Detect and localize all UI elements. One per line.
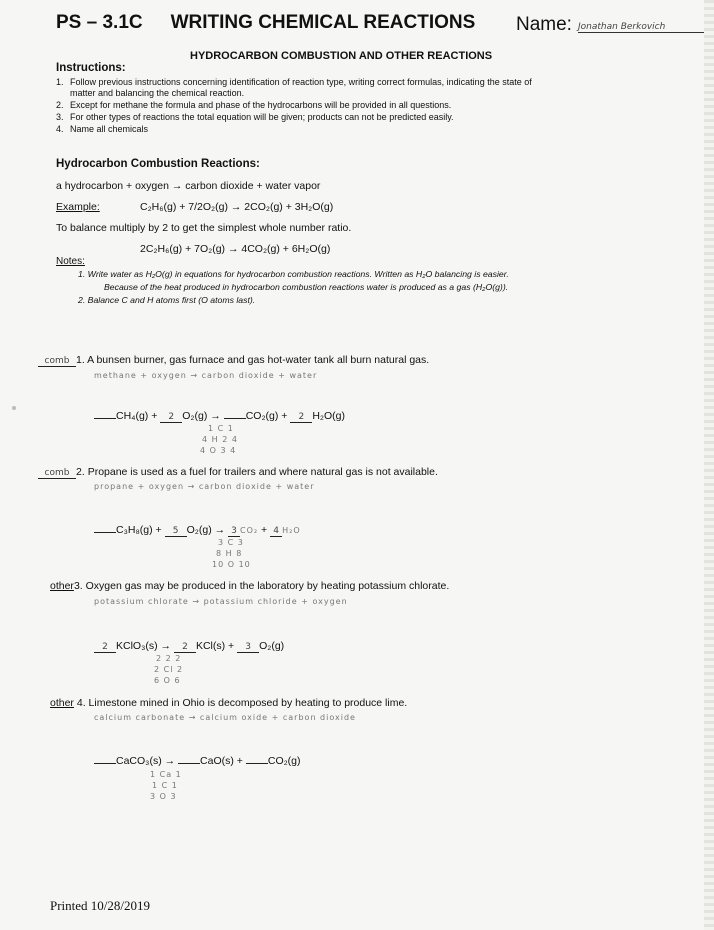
chemical-names-answer: calcium carbonate → calcium oxide + carbon dioxide bbox=[94, 713, 356, 722]
question-4: other 4. Limestone mined in Ohio is decomposed by heating to produce lime. bbox=[50, 697, 408, 709]
instruction-item: 1. Follow previous instructions concerning identification of reaction type, writing correct formulas, indicating the state of bbox=[56, 77, 532, 87]
reaction-type-answer[interactable]: comb bbox=[38, 468, 76, 479]
notes-label: Notes: bbox=[56, 256, 85, 267]
coefficient-input[interactable] bbox=[94, 418, 116, 419]
subtitle: HYDROCARBON COMBUSTION AND OTHER REACTIONS bbox=[190, 50, 493, 62]
chemical-names-answer: propane + oxygen → carbon dioxide + water bbox=[94, 482, 315, 491]
coefficient-input[interactable]: 3 bbox=[228, 526, 240, 537]
work-line: 2 2 2 bbox=[156, 654, 182, 663]
worksheet-heading: WRITING CHEMICAL REACTIONS bbox=[170, 12, 476, 33]
instruction-item: 2. Except for methane the formula and phase of the hydrocarbons will be provided in all questions. bbox=[56, 100, 452, 110]
question-1: comb 1. A bunsen burner, gas furnace and gas hot-water tank all burn natural gas. bbox=[38, 354, 429, 367]
name-field[interactable]: Jonathan Berkovich bbox=[578, 22, 706, 33]
question-4-equation: CaCO₃(s) → CaO(s) + CO₂(g) bbox=[94, 755, 301, 767]
reaction-type-answer[interactable]: other bbox=[50, 580, 74, 592]
work-line: 3 O 3 bbox=[150, 792, 177, 801]
printed-date: Printed 10/28/2019 bbox=[50, 898, 151, 913]
work-line: 2 Cl 2 bbox=[154, 665, 184, 674]
work-line: 1 Ca 1 bbox=[150, 770, 182, 779]
word-equation: a hydrocarbon + oxygen → carbon dioxide + water vapor bbox=[56, 180, 321, 192]
work-line: 1 C 1 bbox=[208, 424, 234, 433]
worksheet-code: PS – 3.1C bbox=[56, 12, 143, 33]
work-line: 6 O 6 bbox=[154, 676, 181, 685]
name-label: Name: bbox=[516, 14, 572, 35]
work-line: 4 H 2 4 bbox=[202, 435, 238, 444]
question-3: other3. Oxygen gas may be produced in the laboratory by heating potassium chlorate. bbox=[50, 580, 450, 592]
coefficient-input[interactable] bbox=[178, 763, 200, 764]
balanced-equation: 2C₂H₆(g) + 7O₂(g) → 4CO₂(g) + 6H₂O(g) bbox=[140, 243, 331, 255]
worksheet-title bbox=[56, 12, 475, 34]
coefficient-input[interactable] bbox=[224, 418, 246, 419]
chemical-names-answer: methane + oxygen → carbon dioxide + water bbox=[94, 371, 318, 380]
example-label: Example: bbox=[56, 201, 100, 213]
instruction-item: 3. For other types of reactions the total equation will be given; products can not be predicted easily. bbox=[56, 112, 454, 122]
note-2: 2. Balance C and H atoms first (O atoms last). bbox=[78, 295, 256, 305]
work-line: 3 C 3 bbox=[218, 538, 244, 547]
note-1b: Because of the heat produced in hydrocarbon combustion reactions water is produced as a gas (H₂O(g)). bbox=[104, 282, 509, 292]
coefficient-input[interactable]: 2 bbox=[94, 642, 116, 653]
instruction-item: matter and balancing the chemical reaction. bbox=[70, 88, 245, 98]
coefficient-input[interactable]: 3 bbox=[237, 642, 259, 653]
example-equation: C₂H₆(g) + 7/2O₂(g) → 2CO₂(g) + 3H₂O(g) bbox=[140, 201, 334, 213]
coefficient-input[interactable]: 4 bbox=[270, 526, 282, 537]
coefficient-input[interactable] bbox=[246, 763, 268, 764]
coefficient-input[interactable]: 2 bbox=[174, 642, 196, 653]
question-2-equation: C₃H₈(g) + 5 O₂(g) → 3 CO₂ + 4 H₂O bbox=[94, 524, 301, 537]
reaction-type-answer[interactable]: other bbox=[50, 697, 74, 709]
chemical-names-answer: potassium chlorate → potassium chloride + oxygen bbox=[94, 597, 348, 606]
question-1-equation: CH₄(g) + 2 O₂(g) → CO₂(g) + 2 H₂O(g) bbox=[94, 410, 345, 423]
question-2: comb 2. Propane is used as a fuel for trailers and where natural gas is not available. bbox=[38, 466, 438, 479]
note-1a: 1. Write water as H₂O(g) in equations for hydrocarbon combustion reactions. Written as H₂O balancing is easier. bbox=[78, 269, 509, 279]
coefficient-input[interactable] bbox=[94, 532, 116, 533]
scan-mark bbox=[12, 406, 16, 410]
question-3-equation: 2 KClO₃(s) → 2 KCl(s) + 3 O₂(g) bbox=[94, 640, 284, 653]
coefficient-input[interactable]: 5 bbox=[165, 526, 187, 537]
coefficient-input[interactable]: 2 bbox=[160, 412, 182, 423]
instructions-heading: Instructions: bbox=[56, 62, 126, 74]
work-line: 8 H 8 bbox=[216, 549, 243, 558]
coefficient-input[interactable] bbox=[94, 763, 116, 764]
reaction-type-answer[interactable]: comb bbox=[38, 356, 76, 367]
work-line: 1 C 1 bbox=[152, 781, 178, 790]
scan-edge bbox=[704, 0, 714, 930]
work-line: 10 O 10 bbox=[212, 560, 251, 569]
work-line: 4 O 3 4 bbox=[200, 446, 237, 455]
coefficient-input[interactable]: 2 bbox=[290, 412, 312, 423]
combustion-heading: Hydrocarbon Combustion Reactions: bbox=[56, 158, 260, 170]
balance-note: To balance multiply by 2 to get the simplest whole number ratio. bbox=[56, 222, 352, 234]
instruction-item: 4. Name all chemicals bbox=[56, 124, 149, 134]
